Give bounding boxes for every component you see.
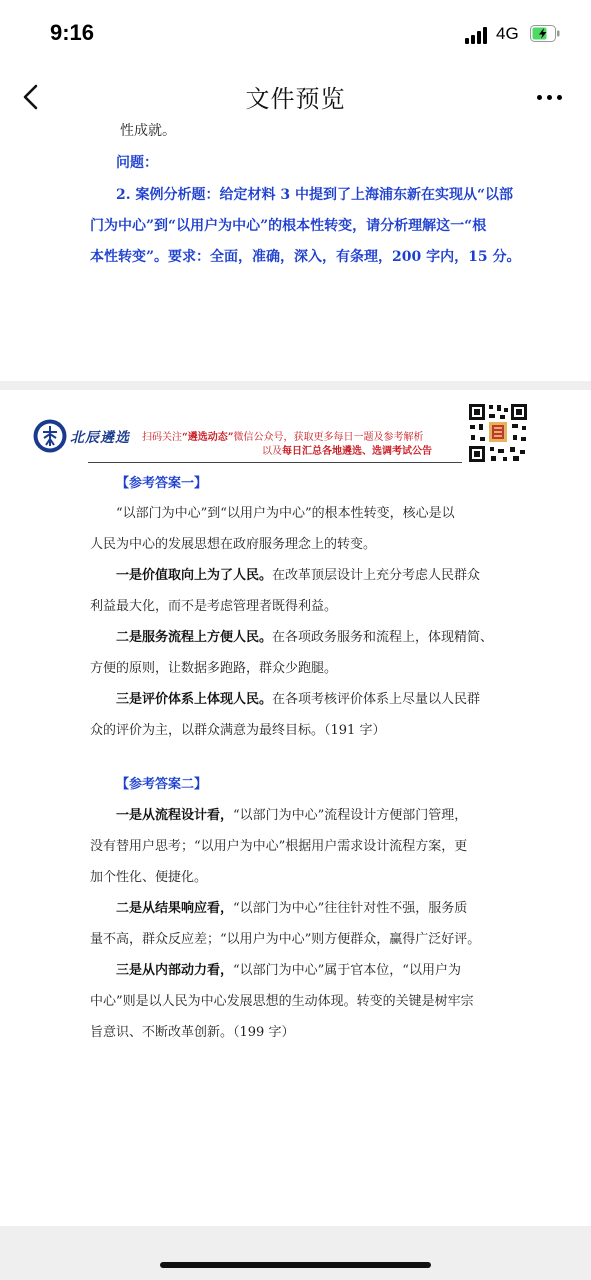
answer-one-point [116, 564, 480, 583]
answer-one-line: 人民为中心的发展思想在政府服务理念上的转变。 [90, 537, 377, 552]
home-indicator[interactable] [160, 1262, 431, 1268]
answer-one-point-cont: 众的评价为主，以群众满意为最终目标。（191 字） [90, 723, 386, 738]
battery-icon [530, 25, 560, 42]
nav-bar [0, 70, 591, 126]
answer-two-point-cont: 旨意识、不断改革创新。（199 字） [90, 1025, 295, 1040]
answer-one-point [116, 688, 480, 707]
promo-line2-highlight: 每日汇总各地遴选、选调考试公告 [282, 446, 432, 457]
question-line: 2. 案例分析题：给定材料 3 中提到了上海浦东新在实现从“以部 [116, 187, 514, 203]
answer-two-heading: 【参考答案二】 [116, 777, 208, 792]
question-label: 问题： [116, 155, 158, 171]
page-title: 文件预览 [245, 85, 346, 113]
point-text: “以部门为中心”属于官本位，“以用户为 [233, 963, 461, 978]
logo-text: 北辰遴选 [70, 430, 130, 446]
promo-prefix: 扫码关注 [142, 432, 182, 443]
promo-highlight: “遴选动态” [182, 432, 234, 443]
point-text: “以部门为中心”往往针对性不强，服务质 [233, 901, 468, 916]
point-title: 三是评价体系上体现人民。 [116, 692, 273, 707]
more-button[interactable] [530, 78, 570, 114]
answer-one-line: “以部门为中心”到“以用户为中心”的根本性转变，核心是以 [116, 506, 455, 521]
answer-two-point-cont: 中心”则是以人民为中心发展思想的生动体现。转变的关键是树牢宗 [90, 994, 474, 1009]
question-line: 门为中心”到“以用户为中心”的根本性转变，请分析理解这一“根 [90, 218, 487, 234]
answer-two-point-cont: 没有替用户思考；“以用户为中心”根据用户需求设计流程方案，更 [90, 839, 468, 854]
answer-two-point [116, 804, 467, 823]
header-divider [88, 462, 462, 463]
promo-suffix: 微信公众号，获取更多每日一题及参考解析 [233, 432, 424, 443]
point-title: 二是服务流程上方便人民。 [116, 630, 273, 645]
qr-code-icon[interactable] [467, 402, 529, 464]
promo-line2-prefix: 以及 [262, 446, 282, 457]
point-title: 一是价值取向上为了人民。 [116, 568, 273, 583]
answer-two-point [116, 897, 467, 916]
point-text: 在各项考核评价体系上尽量以人民群 [272, 692, 481, 707]
network-type: 4G [496, 24, 519, 43]
answer-one-point [116, 626, 493, 645]
point-title: 二是从结果响应看， [116, 901, 234, 916]
answer-one-point-cont: 方便的原则，让数据多跑路，群众少跑腿。 [90, 661, 338, 676]
promo-text [142, 431, 452, 459]
answer-two-point-cont: 加个性化、便捷化。 [90, 870, 208, 885]
point-text: “以部门为中心”流程设计方便部门管理， [233, 808, 468, 823]
point-text: 在各项政务服务和流程上，体现精简、 [272, 630, 494, 645]
cut-off-text: 性成就。 [120, 123, 176, 139]
answer-one-point-cont: 利益最大化，而不是考虑管理者既得利益。 [90, 599, 338, 614]
question-line: 本性转变”。要求：全面，准确，深入，有条理，200 字内，15 分。 [90, 249, 521, 265]
status-time: 9:16 [50, 20, 95, 45]
logo [32, 418, 132, 458]
answer-two-point [116, 959, 461, 978]
point-title: 一是从流程设计看， [116, 808, 234, 823]
signal-icon [465, 26, 491, 44]
logo-emblem-icon [32, 418, 68, 454]
status-bar [0, 0, 591, 70]
answer-one-heading: 【参考答案一】 [116, 476, 208, 491]
point-title: 三是从内部动力看， [116, 963, 234, 978]
document-page-2 [0, 390, 591, 1226]
document-page-1 [0, 123, 591, 381]
point-text: 在改革顶层设计上充分考虑人民群众 [272, 568, 481, 583]
answer-two-point-cont: 量不高，群众反应差；“以用户为中心”则方便群众，赢得广泛好评。 [90, 932, 481, 947]
